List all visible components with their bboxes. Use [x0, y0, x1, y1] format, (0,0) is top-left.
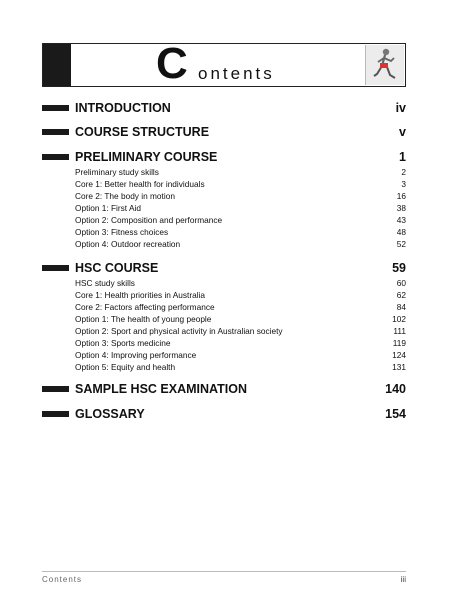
toc-subentry[interactable]: [75, 313, 406, 325]
toc-subentry[interactable]: [75, 166, 406, 178]
section-bar: [42, 154, 69, 160]
toc-subentry-title: Core 1: Better health for individuals: [75, 179, 205, 189]
page-footer: [42, 571, 406, 584]
toc-subentry-page: 43: [396, 215, 406, 225]
toc-subentry-title: Core 2: The body in motion: [75, 191, 175, 201]
toc-entry-glossary[interactable]: [42, 406, 406, 422]
toc-subentry[interactable]: [75, 277, 406, 289]
toc-entry-title: GLOSSARY: [75, 407, 145, 421]
toc-entry-title: SAMPLE HSC EXAMINATION: [75, 382, 247, 396]
toc-entry-title: INTRODUCTION: [75, 101, 171, 115]
toc-subentry-page: 60: [396, 278, 406, 288]
toc-subentry-page: 3: [401, 179, 406, 189]
runner-icon: [366, 45, 404, 85]
toc-subentry[interactable]: [75, 289, 406, 301]
toc-subentry-title: Option 2: Composition and performance: [75, 215, 223, 225]
toc-entry-title: PRELIMINARY COURSE: [75, 150, 218, 164]
toc-subentry-title: Core 1: Health priorities in Australia: [75, 290, 206, 300]
toc-entry-page: 140: [385, 382, 406, 396]
toc-subentry-page: 119: [392, 338, 406, 348]
toc-subentry-title: Option 3: Fitness choices: [75, 227, 169, 237]
footer-page-number: iii: [400, 575, 406, 584]
toc-entry-page: v: [399, 125, 406, 139]
toc-entry-course-structure[interactable]: [42, 124, 406, 140]
contents-header: [42, 39, 406, 88]
toc-subentry[interactable]: [75, 337, 406, 349]
toc-entry-page: 59: [392, 261, 406, 275]
toc-subentry[interactable]: [75, 226, 406, 238]
toc-subentry-page: 84: [396, 302, 406, 312]
toc-entry-page: 154: [385, 407, 406, 421]
toc-subentry[interactable]: [75, 349, 406, 361]
header-big-letter: C: [156, 39, 188, 88]
toc-subentry[interactable]: [75, 214, 406, 226]
toc-subentry-page: 2: [401, 167, 406, 177]
toc-subentry[interactable]: [75, 190, 406, 202]
toc-subentry-page: 124: [392, 350, 406, 360]
toc-subentry-page: 131: [392, 362, 406, 372]
section-bar: [42, 386, 69, 392]
toc-subentry-page: 62: [396, 290, 406, 300]
toc-subentry-page: 16: [396, 191, 406, 201]
toc-subentry-title: Option 1: First Aid: [75, 203, 141, 213]
toc-subentry-page: 111: [393, 326, 406, 336]
toc-subentry[interactable]: [75, 238, 406, 250]
footer-label: Contents: [42, 575, 83, 584]
toc-subentry-title: Option 1: The health of young people: [75, 314, 212, 324]
toc-entry-page: iv: [395, 101, 406, 115]
toc-subentry[interactable]: [75, 202, 406, 214]
toc-subentry-title: Option 3: Sports medicine: [75, 338, 171, 348]
toc-subentry-title: Option 4: Outdoor recreation: [75, 239, 181, 249]
section-bar: [42, 265, 69, 271]
toc-entry-introduction[interactable]: [42, 100, 406, 116]
toc-entry-title: COURSE STRUCTURE: [75, 125, 210, 139]
toc-subentry[interactable]: [75, 325, 406, 337]
header-title-rest: ontents: [198, 64, 275, 83]
toc-subentry-title: Preliminary study skills: [75, 167, 159, 177]
toc-subentry[interactable]: [75, 361, 406, 373]
toc-subentry-page: 48: [396, 227, 406, 237]
toc-entry-sample-hsc-examination[interactable]: [42, 381, 406, 397]
toc-subentry[interactable]: [75, 301, 406, 313]
toc-subentry-title: Core 2: Factors affecting performance: [75, 302, 215, 312]
toc-subentry-title: HSC study skills: [75, 278, 135, 288]
section-bar: [42, 105, 69, 111]
toc-entry-page: 1: [399, 150, 406, 164]
toc-entry-preliminary-course[interactable]: [42, 149, 406, 165]
toc-subentry-page: 52: [396, 239, 406, 249]
toc-subentry[interactable]: [75, 178, 406, 190]
toc-subentry-page: 102: [392, 314, 406, 324]
toc-entry-hsc-course[interactable]: [42, 260, 406, 276]
toc-entry-title: HSC COURSE: [75, 261, 159, 275]
header-black-bar: [43, 44, 71, 86]
toc-subentry-title: Option 5: Equity and health: [75, 362, 176, 372]
toc-subentry-title: Option 4: Improving performance: [75, 350, 197, 360]
section-bar: [42, 411, 69, 417]
toc-subentry-page: 38: [396, 203, 406, 213]
toc-subentry-title: Option 2: Sport and physical activity in Australian society: [75, 326, 283, 336]
runner-illustration: [365, 45, 404, 85]
section-bar: [42, 129, 69, 135]
